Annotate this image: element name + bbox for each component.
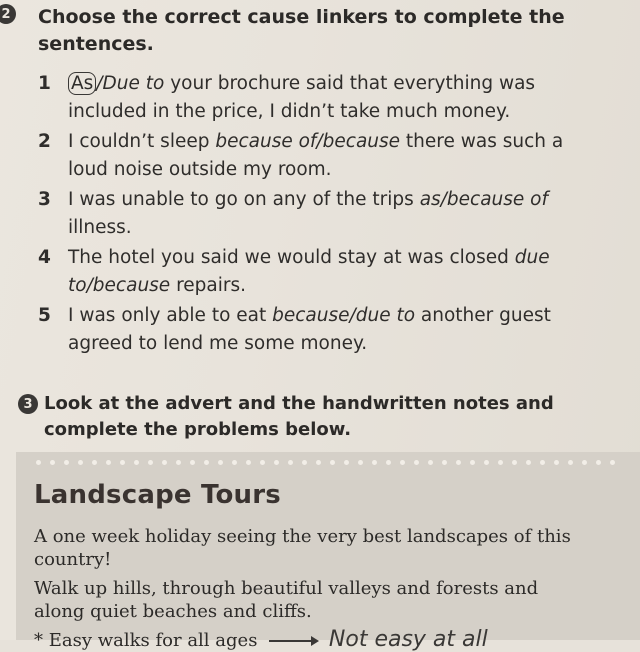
advert-paragraph-2: Walk up hills, through beautiful valleys and forests and along quiet beaches and cliffs. (34, 578, 539, 622)
advert-paragraph-1: A one week holiday seeing the very best landscapes of this country! (34, 526, 571, 570)
advert-box (16, 452, 640, 652)
advert-bullet: * Easy walks for all ages Not easy at all (34, 627, 488, 652)
circled-answer: As (68, 72, 96, 95)
item-4: 4 The hotel you said we would stay at was closed due to/because repairs. (38, 247, 550, 296)
exercise-3-number: 3 (18, 394, 38, 414)
item-1: 1 As /Due to your brochure said that everything was included in the price, I didn’t take much money. (38, 73, 536, 122)
item-2: 2 I couldn’t sleep because of/because there was such a loud noise outside my room. (38, 131, 564, 180)
advert-title: Landscape Tours (34, 480, 281, 510)
handwritten-note: Not easy at all (328, 627, 488, 652)
dot-border (16, 460, 640, 474)
exercise-2-items (38, 70, 638, 360)
exercise-2-instruction: Choose the correct cause linkers to complete the sentences. (38, 6, 565, 55)
arrow-icon (269, 640, 317, 642)
exercise-3-instruction: Look at the advert and the handwritten notes and complete the problems below. (44, 393, 554, 440)
item-5: 5 I was only able to eat because/due to another guest agreed to lend me some money. (38, 305, 551, 354)
exercise-2-number: 2 (0, 4, 16, 24)
item-3: 3 I was unable to go on any of the trips as/because of illness. (38, 189, 548, 238)
